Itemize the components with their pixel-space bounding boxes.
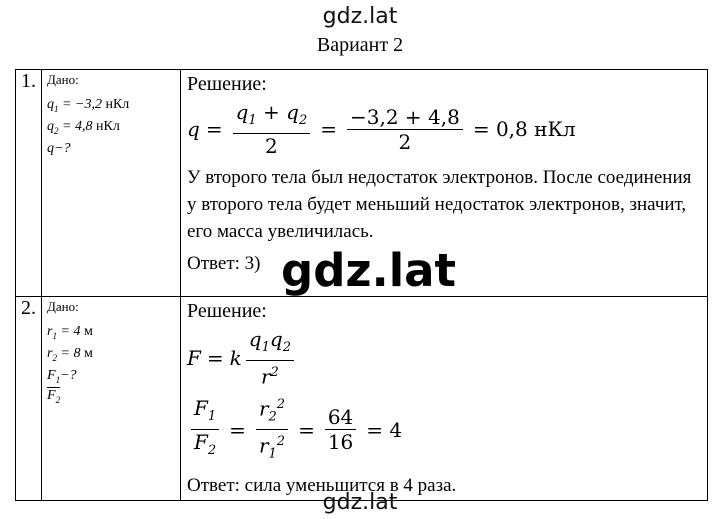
fraction-symbolic-denominator: 2 bbox=[265, 134, 278, 158]
solution-label-1: Решение: bbox=[187, 73, 267, 95]
header-watermark: gdz.lat bbox=[322, 4, 398, 29]
given-ratio-fraction: $\frac{F_1}{F_2}$ bbox=[47, 367, 61, 406]
answer-2: Ответ: сила уменьшится в 4 раза. bbox=[187, 474, 457, 496]
formula-charge-sum bbox=[187, 100, 701, 158]
formula-lhs-f: F bbox=[187, 345, 201, 370]
variant-title: Вариант 2 bbox=[316, 34, 404, 56]
fraction-coulomb bbox=[246, 327, 294, 389]
formula-ratio-eq-1: = bbox=[229, 417, 246, 442]
given-find-suffix: −? bbox=[60, 367, 77, 383]
given-q1-unit: нКл bbox=[105, 97, 130, 112]
solution-label-2: Решение: bbox=[187, 300, 267, 322]
formula-k: k bbox=[229, 345, 242, 370]
given-r2: $r_2 = 8$ м bbox=[47, 345, 93, 363]
formula-coulomb-eq: = bbox=[206, 345, 224, 370]
given-q2-unit: нКл bbox=[96, 118, 120, 134]
fraction-symbolic-numerator: $q_1 + q_2$ bbox=[233, 100, 311, 134]
formula-eq-2: = bbox=[320, 117, 337, 141]
given-q1-value: = −3,2 bbox=[62, 97, 102, 112]
problem-number-2: 2. bbox=[16, 297, 42, 501]
given-cell-2 bbox=[42, 297, 181, 501]
fraction-numeric-denominator: 2 bbox=[398, 129, 412, 154]
given-cell-1 bbox=[42, 70, 181, 297]
formula-lhs-q: q bbox=[187, 117, 200, 141]
given-label-1: Дано: bbox=[47, 72, 79, 87]
fraction-coulomb-numerator: $q_1q_2$ bbox=[246, 327, 294, 361]
answer-1: Ответ: 3) bbox=[187, 253, 261, 274]
given-r2-unit: м bbox=[83, 345, 93, 361]
given-r1-value: = 4 bbox=[60, 324, 81, 339]
fraction-coulomb-denominator: $r^2$ bbox=[260, 364, 279, 389]
given-r1: $r_1 = 4$ м bbox=[47, 324, 93, 341]
fraction-force-ratio: $\frac{F_1}{F_2}$ bbox=[191, 396, 219, 463]
fraction-ratio-denominator: 16 bbox=[327, 430, 354, 455]
problem-row-2 bbox=[16, 297, 708, 501]
fraction-ratio-numeric bbox=[325, 405, 356, 454]
given-q1: $q_1 = -3,2$ нКл bbox=[47, 97, 130, 114]
formula-coulomb bbox=[187, 327, 701, 389]
footer-watermark: gdz.lat bbox=[322, 490, 398, 515]
fraction-numeric-numerator: −3,2 + 4,8 bbox=[347, 105, 463, 130]
center-watermark: gdz.lat bbox=[275, 246, 462, 296]
fraction-radius-ratio: $\frac{r_2^2}{r_1^2}$ bbox=[256, 393, 288, 467]
given-r1-unit: м bbox=[83, 324, 93, 339]
explanation-text-1: У второго тела был недостаток электронов. После соединения у второго тела будет меньший недостаток электронов, значит, его масса увеличилась. bbox=[187, 167, 692, 242]
formula-ratio-result: = 4 bbox=[366, 417, 403, 442]
formula-result: = 0,8 нКл bbox=[472, 117, 576, 141]
formula-eq: = bbox=[205, 117, 223, 141]
fraction-ratio-numerator: 64 bbox=[325, 405, 356, 430]
solution-cell-2 bbox=[181, 297, 708, 501]
formula-ratio bbox=[187, 393, 701, 467]
fraction-numeric bbox=[347, 105, 463, 154]
given-q2: $q_2 = 4,8$ нКл bbox=[47, 118, 120, 136]
problem-number-1: 1. bbox=[16, 70, 42, 297]
given-q2-value: = 4,8 bbox=[62, 118, 93, 134]
formula-ratio-eq-2: = bbox=[298, 417, 315, 442]
given-r2-value: = 8 bbox=[60, 345, 81, 361]
given-label-2: Дано: bbox=[47, 299, 79, 314]
fraction-symbolic bbox=[233, 100, 311, 158]
given-find-ratio bbox=[47, 367, 175, 409]
given-find-q: q−? bbox=[47, 140, 71, 156]
